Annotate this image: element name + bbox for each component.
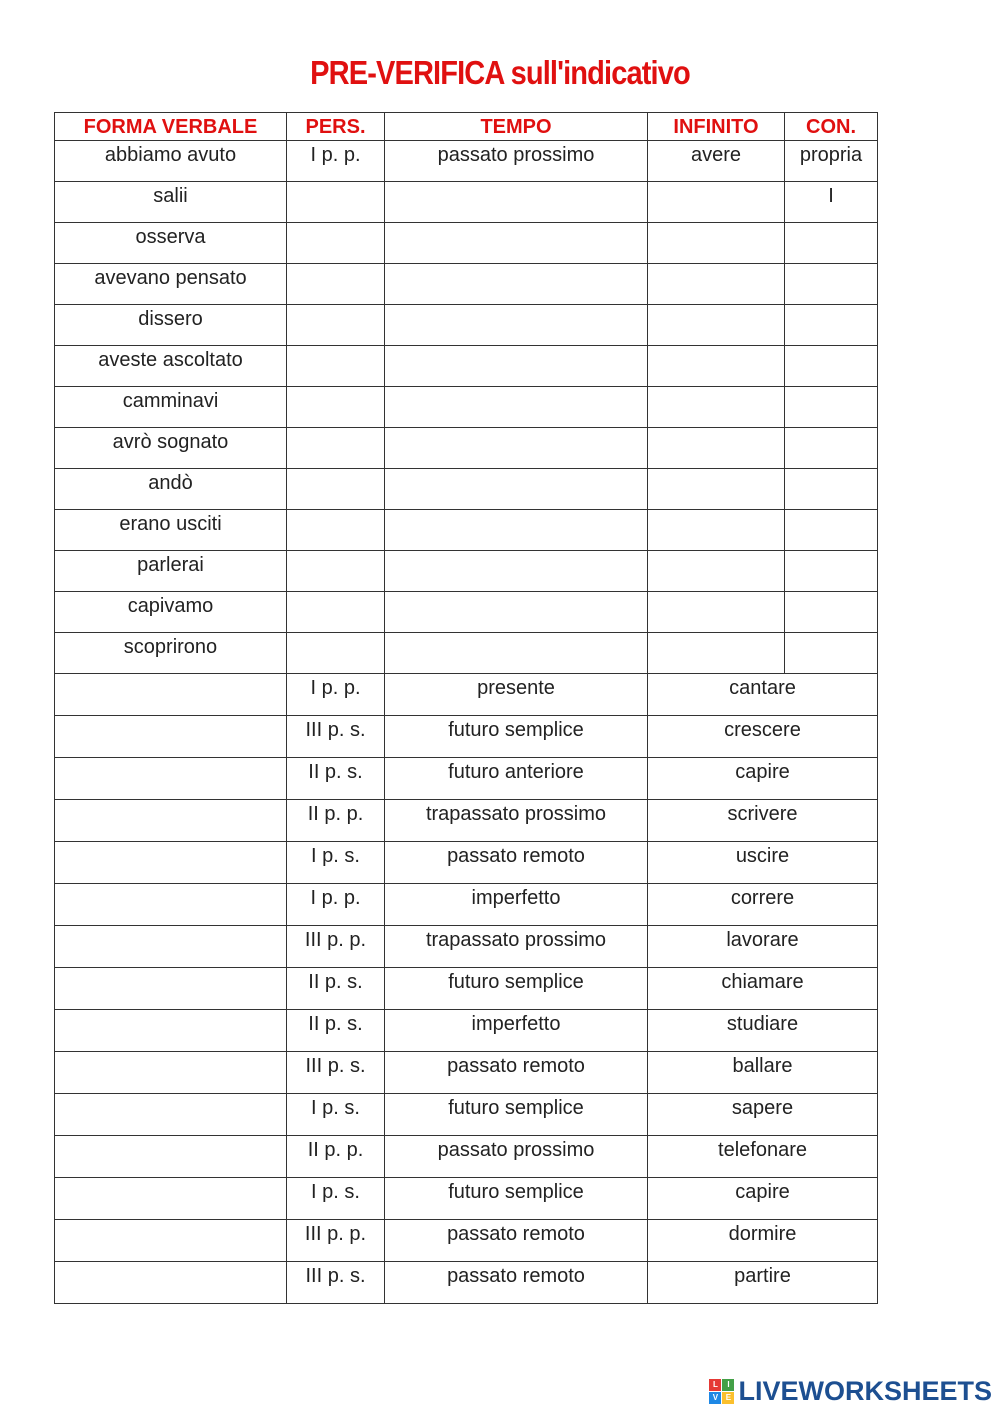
answer-cell[interactable] <box>287 264 385 305</box>
answer-cell[interactable] <box>385 428 648 469</box>
table-cell: I p. s. <box>287 842 385 884</box>
table-cell: passato remoto <box>385 842 648 884</box>
answer-cell[interactable] <box>55 1262 287 1304</box>
table-row <box>55 1094 878 1136</box>
table-cell: ballare <box>648 1052 878 1094</box>
table-row <box>55 800 878 842</box>
table-row <box>55 264 878 305</box>
table-cell: trapassato prossimo <box>385 800 648 842</box>
table-cell: I p. p. <box>287 884 385 926</box>
table-cell: futuro semplice <box>385 1178 648 1220</box>
answer-cell[interactable] <box>648 305 785 346</box>
answer-cell[interactable] <box>648 592 785 633</box>
table-cell: partire <box>648 1262 878 1304</box>
header-pers: PERS. <box>287 113 385 141</box>
table-header-row <box>55 113 878 141</box>
answer-cell[interactable] <box>287 510 385 551</box>
table-cell: abbiamo avuto <box>55 141 287 182</box>
answer-cell[interactable] <box>287 469 385 510</box>
table-row <box>55 716 878 758</box>
table-row <box>55 346 878 387</box>
answer-cell[interactable] <box>385 633 648 674</box>
table-cell: trapassato prossimo <box>385 926 648 968</box>
answer-cell[interactable] <box>287 223 385 264</box>
table-row <box>55 428 878 469</box>
table-cell: telefonare <box>648 1136 878 1178</box>
answer-cell[interactable] <box>385 551 648 592</box>
answer-cell[interactable] <box>648 428 785 469</box>
answer-cell[interactable] <box>785 469 878 510</box>
table-cell: capivamo <box>55 592 287 633</box>
table-row <box>55 1178 878 1220</box>
table-cell: I p. s. <box>287 1094 385 1136</box>
verb-worksheet-table <box>54 112 878 1304</box>
table-row <box>55 1010 878 1052</box>
table-cell: II p. p. <box>287 1136 385 1178</box>
table-row <box>55 674 878 716</box>
table-row <box>55 633 878 674</box>
table-cell: II p. s. <box>287 968 385 1010</box>
table-row <box>55 469 878 510</box>
table-cell: avrò sognato <box>55 428 287 469</box>
table-cell: parlerai <box>55 551 287 592</box>
table-cell: III p. p. <box>287 1220 385 1262</box>
table-cell: andò <box>55 469 287 510</box>
table-cell: avevano pensato <box>55 264 287 305</box>
table-cell: avere <box>648 141 785 182</box>
answer-cell[interactable] <box>55 842 287 884</box>
table-row <box>55 387 878 428</box>
answer-cell[interactable] <box>55 1094 287 1136</box>
table-row <box>55 758 878 800</box>
header-tempo: TEMPO <box>385 113 648 141</box>
answer-cell[interactable] <box>648 346 785 387</box>
table-row <box>55 551 878 592</box>
answer-cell[interactable] <box>785 387 878 428</box>
answer-cell[interactable] <box>55 800 287 842</box>
table-cell: futuro semplice <box>385 968 648 1010</box>
answer-cell[interactable] <box>287 387 385 428</box>
table-row <box>55 842 878 884</box>
table-row <box>55 1052 878 1094</box>
table-row <box>55 1220 878 1262</box>
answer-cell[interactable] <box>385 305 648 346</box>
answer-cell[interactable] <box>55 674 287 716</box>
table-cell: III p. s. <box>287 1052 385 1094</box>
table-row <box>55 884 878 926</box>
answer-cell[interactable] <box>785 551 878 592</box>
answer-cell[interactable] <box>648 469 785 510</box>
answer-cell[interactable] <box>385 592 648 633</box>
table-cell: chiamare <box>648 968 878 1010</box>
part1-body <box>55 141 878 674</box>
answer-cell[interactable] <box>55 1220 287 1262</box>
table-cell: dormire <box>648 1220 878 1262</box>
table-cell: presente <box>385 674 648 716</box>
table-cell: passato remoto <box>385 1220 648 1262</box>
table-cell: cantare <box>648 674 878 716</box>
table-cell: salii <box>55 182 287 223</box>
answer-cell[interactable] <box>785 633 878 674</box>
answer-cell[interactable] <box>55 758 287 800</box>
table-row <box>55 182 878 223</box>
table-cell: osserva <box>55 223 287 264</box>
table-cell: aveste ascoltato <box>55 346 287 387</box>
table-cell: sapere <box>648 1094 878 1136</box>
table-row <box>55 926 878 968</box>
answer-cell[interactable] <box>648 551 785 592</box>
header-forma-verbale: FORMA VERBALE <box>55 113 287 141</box>
table-cell: futuro anteriore <box>385 758 648 800</box>
table-row <box>55 141 878 182</box>
table-cell: correre <box>648 884 878 926</box>
table-cell: dissero <box>55 305 287 346</box>
table-cell: passato prossimo <box>385 141 648 182</box>
answer-cell[interactable] <box>55 968 287 1010</box>
logo-mark-icon <box>709 1379 734 1404</box>
answer-cell[interactable] <box>287 182 385 223</box>
answer-cell[interactable] <box>55 1136 287 1178</box>
table-cell: III p. s. <box>287 1262 385 1304</box>
answer-cell[interactable] <box>287 633 385 674</box>
table-cell: II p. s. <box>287 758 385 800</box>
answer-cell[interactable] <box>55 716 287 758</box>
table-row <box>55 510 878 551</box>
answer-cell[interactable] <box>55 926 287 968</box>
table-cell: passato remoto <box>385 1262 648 1304</box>
table-row <box>55 223 878 264</box>
table-cell: I <box>785 182 878 223</box>
answer-cell[interactable] <box>287 592 385 633</box>
answer-cell[interactable] <box>785 428 878 469</box>
table-cell: uscire <box>648 842 878 884</box>
table-cell: III p. s. <box>287 716 385 758</box>
answer-cell[interactable] <box>785 305 878 346</box>
answer-cell[interactable] <box>785 346 878 387</box>
answer-cell[interactable] <box>785 510 878 551</box>
answer-cell[interactable] <box>385 223 648 264</box>
answer-cell[interactable] <box>785 264 878 305</box>
table-row <box>55 968 878 1010</box>
header-con: CON. <box>785 113 878 141</box>
table-cell: capire <box>648 1178 878 1220</box>
logo-tile: V <box>709 1392 721 1404</box>
table-cell: propria <box>785 141 878 182</box>
table-cell: scoprirono <box>55 633 287 674</box>
answer-cell[interactable] <box>287 305 385 346</box>
table-cell: scrivere <box>648 800 878 842</box>
answer-cell[interactable] <box>385 387 648 428</box>
answer-cell[interactable] <box>55 1010 287 1052</box>
answer-cell[interactable] <box>785 592 878 633</box>
page-title: PRE-VERIFICA sull'indicativo <box>310 54 690 91</box>
table-cell: imperfetto <box>385 1010 648 1052</box>
answer-cell[interactable] <box>55 1178 287 1220</box>
brand-name: LIVEWORKSHEETS <box>738 1376 992 1406</box>
header-infinito: INFINITO <box>648 113 785 141</box>
answer-cell[interactable] <box>385 182 648 223</box>
table-cell: I p. s. <box>287 1178 385 1220</box>
table-cell: camminavi <box>55 387 287 428</box>
table-cell: studiare <box>648 1010 878 1052</box>
table-cell: III p. p. <box>287 926 385 968</box>
answer-cell[interactable] <box>648 387 785 428</box>
answer-cell[interactable] <box>55 884 287 926</box>
table-cell: lavorare <box>648 926 878 968</box>
part2-body <box>55 674 878 1304</box>
answer-cell[interactable] <box>648 264 785 305</box>
table-row <box>55 1262 878 1304</box>
answer-cell[interactable] <box>385 346 648 387</box>
table-row <box>55 305 878 346</box>
answer-cell[interactable] <box>385 469 648 510</box>
table-row <box>55 1136 878 1178</box>
logo-tile: I <box>722 1379 734 1391</box>
answer-cell[interactable] <box>648 510 785 551</box>
table-cell: imperfetto <box>385 884 648 926</box>
answer-cell[interactable] <box>385 264 648 305</box>
logo-tile: L <box>709 1379 721 1391</box>
answer-cell[interactable] <box>385 510 648 551</box>
table-cell: passato prossimo <box>385 1136 648 1178</box>
answer-cell[interactable] <box>648 223 785 264</box>
table-cell: I p. p. <box>287 141 385 182</box>
answer-cell[interactable] <box>55 1052 287 1094</box>
table-cell: futuro semplice <box>385 716 648 758</box>
table-cell: crescere <box>648 716 878 758</box>
table-cell: II p. s. <box>287 1010 385 1052</box>
table-cell: erano usciti <box>55 510 287 551</box>
table-cell: II p. p. <box>287 800 385 842</box>
table-row <box>55 592 878 633</box>
table-cell: futuro semplice <box>385 1094 648 1136</box>
table-cell: I p. p. <box>287 674 385 716</box>
answer-cell[interactable] <box>287 428 385 469</box>
answer-cell[interactable] <box>785 223 878 264</box>
answer-cell[interactable] <box>287 346 385 387</box>
liveworksheets-logo <box>709 1376 992 1407</box>
answer-cell[interactable] <box>287 551 385 592</box>
table-cell: capire <box>648 758 878 800</box>
table-cell: passato remoto <box>385 1052 648 1094</box>
answer-cell[interactable] <box>648 182 785 223</box>
answer-cell[interactable] <box>648 633 785 674</box>
logo-tile: E <box>722 1392 734 1404</box>
